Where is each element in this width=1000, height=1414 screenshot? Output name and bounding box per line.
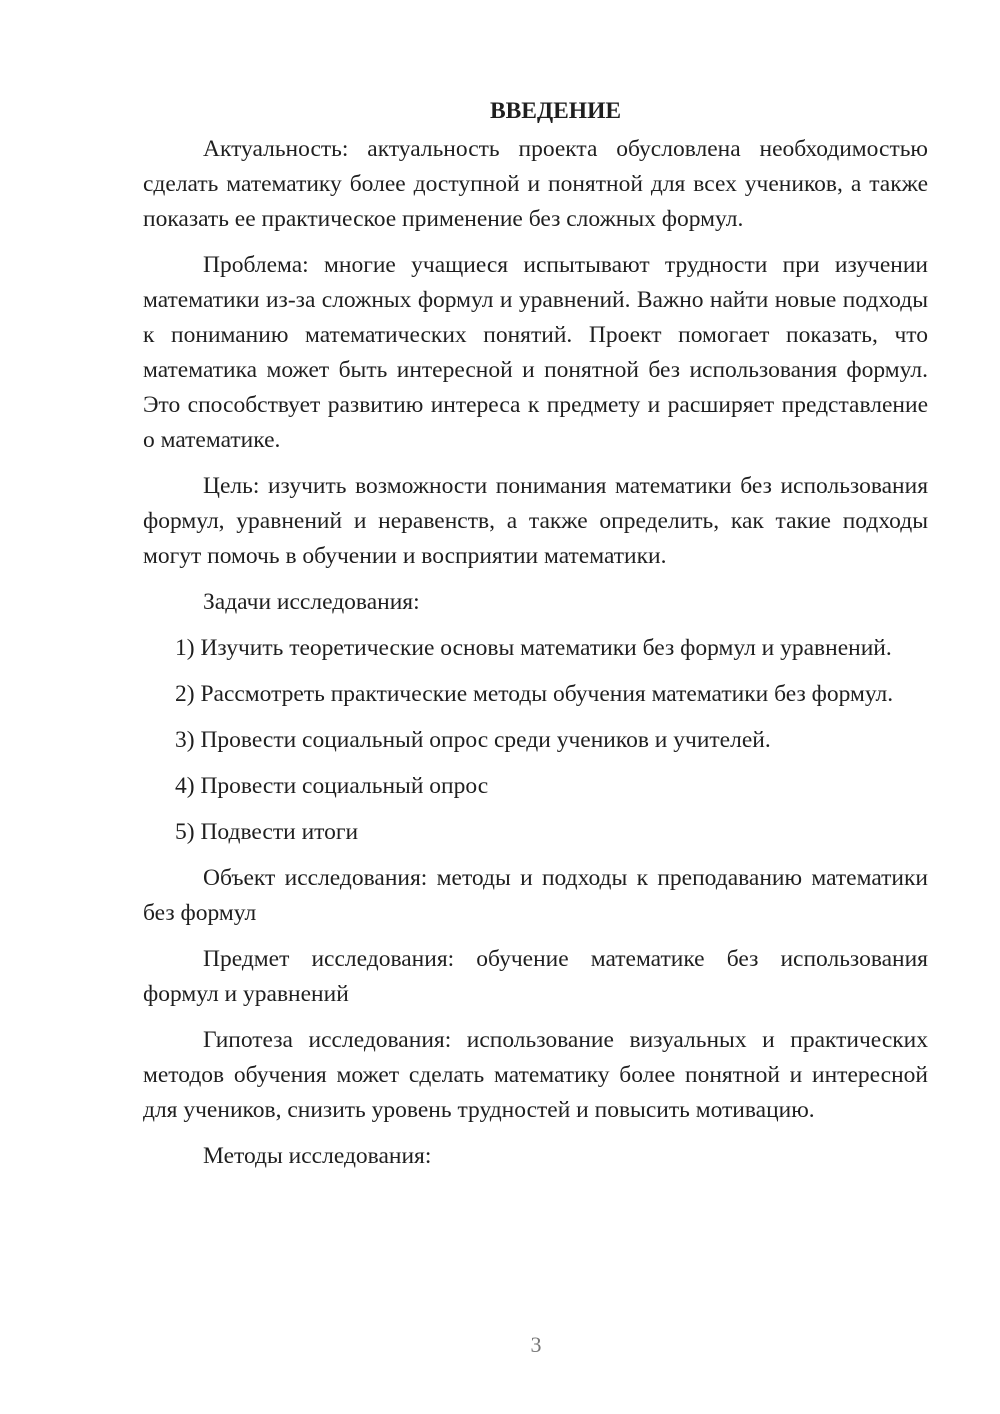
page-number: 3 [530,1332,542,1357]
paragraph-hypothesis: Гипотеза исследования: использование визуальных и практических методов обучения может сделать математику более понятной и интересной для учеников, снизить уровень трудностей и повысить мотивацию. [143,1027,928,1123]
task-item: 4) Провести социальный опрос [175,773,489,799]
task-item: 1) Изучить теоретические основы математики без формул и уравнений. [175,635,892,661]
page-content [143,92,928,1185]
tasks-heading: Задачи исследования: [203,589,420,615]
paragraph-problem: Проблема: многие учащиеся испытывают трудности при изучении математики из-за сложных формул и уравнений. Важно найти новые подходы к пониманию математических понятий. Проект помогает показать, что математика может быть интересной и понятной без использования формул. Это способствует развитию интереса к предмету и расширяет представление о математике. [143,252,928,453]
task-item: 2) Рассмотреть практические методы обучения математики без формул. [175,681,894,707]
paragraph-goal: Цель: изучить возможности понимания математики без использования формул, уравнений и неравенств, а также определить, как такие подходы могут помочь в обучении и восприятии математики. [143,473,928,569]
paragraph-subject: Предмет исследования: обучение математике без использования формул и уравнений [143,946,928,1007]
paragraph-object: Объект исследования: методы и подходы к преподаванию математики без формул [143,865,928,926]
task-item: 5) Подвести итоги [175,819,359,845]
task-item: 3) Провести социальный опрос среди учеников и учителей. [175,727,771,753]
paragraph-relevance: Актуальность: актуальность проекта обусловлена необходимостью сделать математику более доступной и понятной для всех учеников, а также показать ее практическое применение без сложных формул. [143,136,928,232]
methods-heading: Методы исследования: [203,1143,432,1169]
section-title: ВВЕДЕНИЕ [489,98,622,124]
